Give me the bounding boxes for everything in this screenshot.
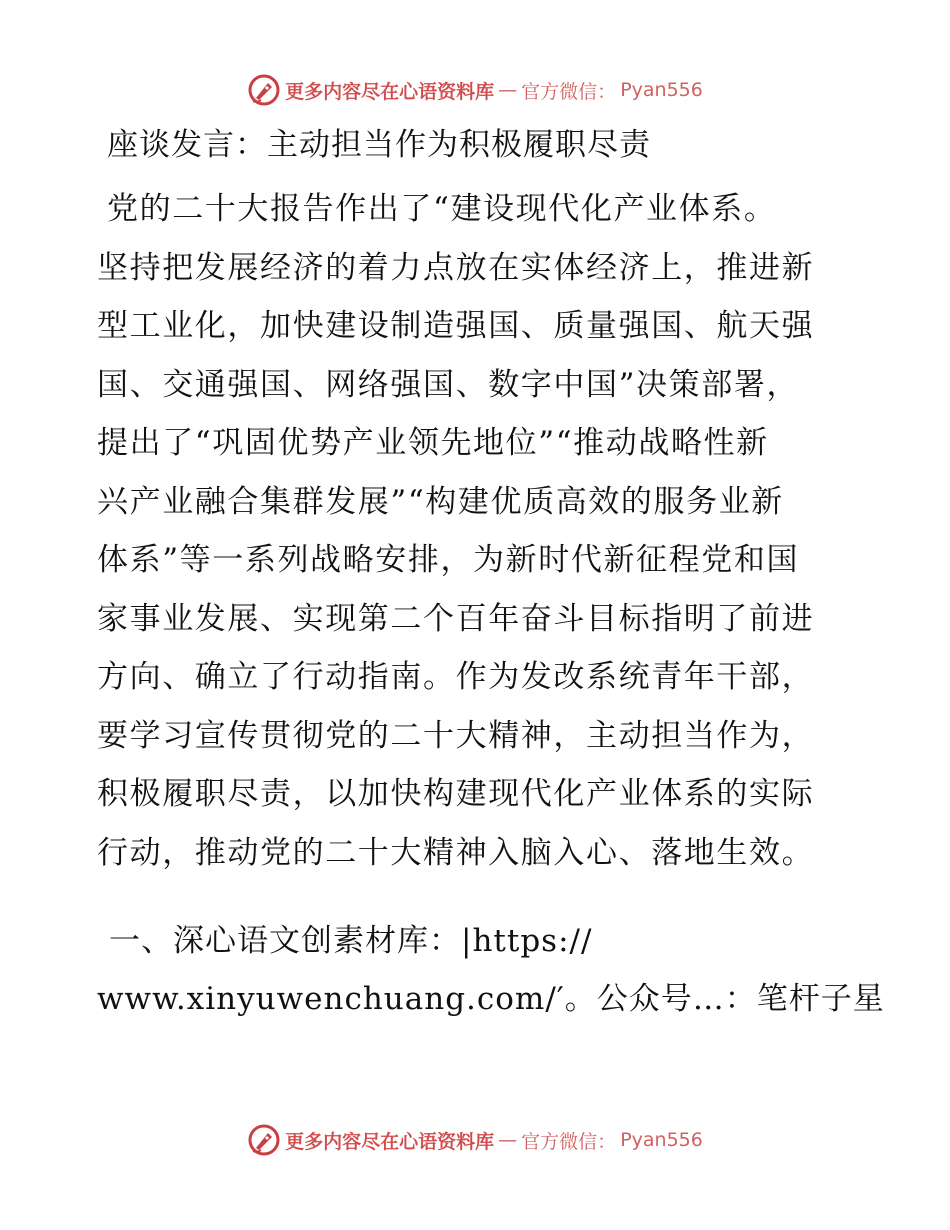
watermark-text: 更多内容尽在心语资料库	[285, 80, 495, 103]
section-heading	[97, 912, 885, 1028]
document-title: 座谈发言：主动担当作为积极履职尽责	[107, 127, 651, 163]
paragraph-line: 方向、确立了行动指南。作为发改系统青年干部，	[97, 659, 815, 695]
watermark-contact-id: Pyan556	[620, 1129, 703, 1151]
paragraph-line: 国、交通强国、网络强国、数字中国”决策部署，	[97, 366, 800, 403]
watermark-contact-label: 官方微信：	[521, 80, 617, 103]
paragraph-line: 提出了“巩固优势产业领先地位”“推动战略性新	[97, 425, 769, 461]
footer-watermark	[0, 1120, 950, 1160]
section-line: www.xinyuwenchuang.com/′。公众号…：笔杆子星	[97, 981, 885, 1017]
paragraph-line: 要学习宣传贯彻党的二十大精神，主动担当作为，	[97, 717, 815, 754]
paragraph-line: 型工业化，加快建设制造强国、质量强国、航天强	[97, 308, 815, 344]
section-line: 一、深心语文创素材库：|https://	[109, 923, 593, 959]
pen-nib-logo-icon	[247, 1123, 281, 1157]
watermark-contact-label: 官方微信：	[521, 1130, 617, 1153]
paragraph-line: 行动，推动党的二十大精神入脑入心、落地生效。	[97, 834, 815, 871]
watermark-text: 更多内容尽在心语资料库	[285, 1130, 495, 1153]
watermark-separator: —	[498, 79, 518, 101]
header-watermark	[0, 70, 950, 110]
watermark-separator: —	[498, 1129, 518, 1151]
paragraph-line: 体系”等一系列战略安排，为新时代新征程党和国	[97, 542, 800, 578]
paragraph-line: 家事业发展、实现第二个百年奋斗目标指明了前进	[97, 600, 815, 637]
pen-nib-logo-icon	[247, 73, 281, 107]
paragraph-line: 坚持把发展经济的着力点放在实体经济上，推进新	[97, 249, 815, 286]
paragraph-line: 兴产业融合集群发展”“构建优质高效的服务业新	[97, 483, 784, 520]
paragraph-line: 党的二十大报告作出了“建设现代化产业体系。	[107, 191, 777, 227]
body-paragraph	[97, 180, 857, 882]
paragraph-line: 积极履职尽责，以加快构建现代化产业体系的实际	[97, 776, 815, 812]
watermark-contact-id: Pyan556	[620, 79, 703, 101]
